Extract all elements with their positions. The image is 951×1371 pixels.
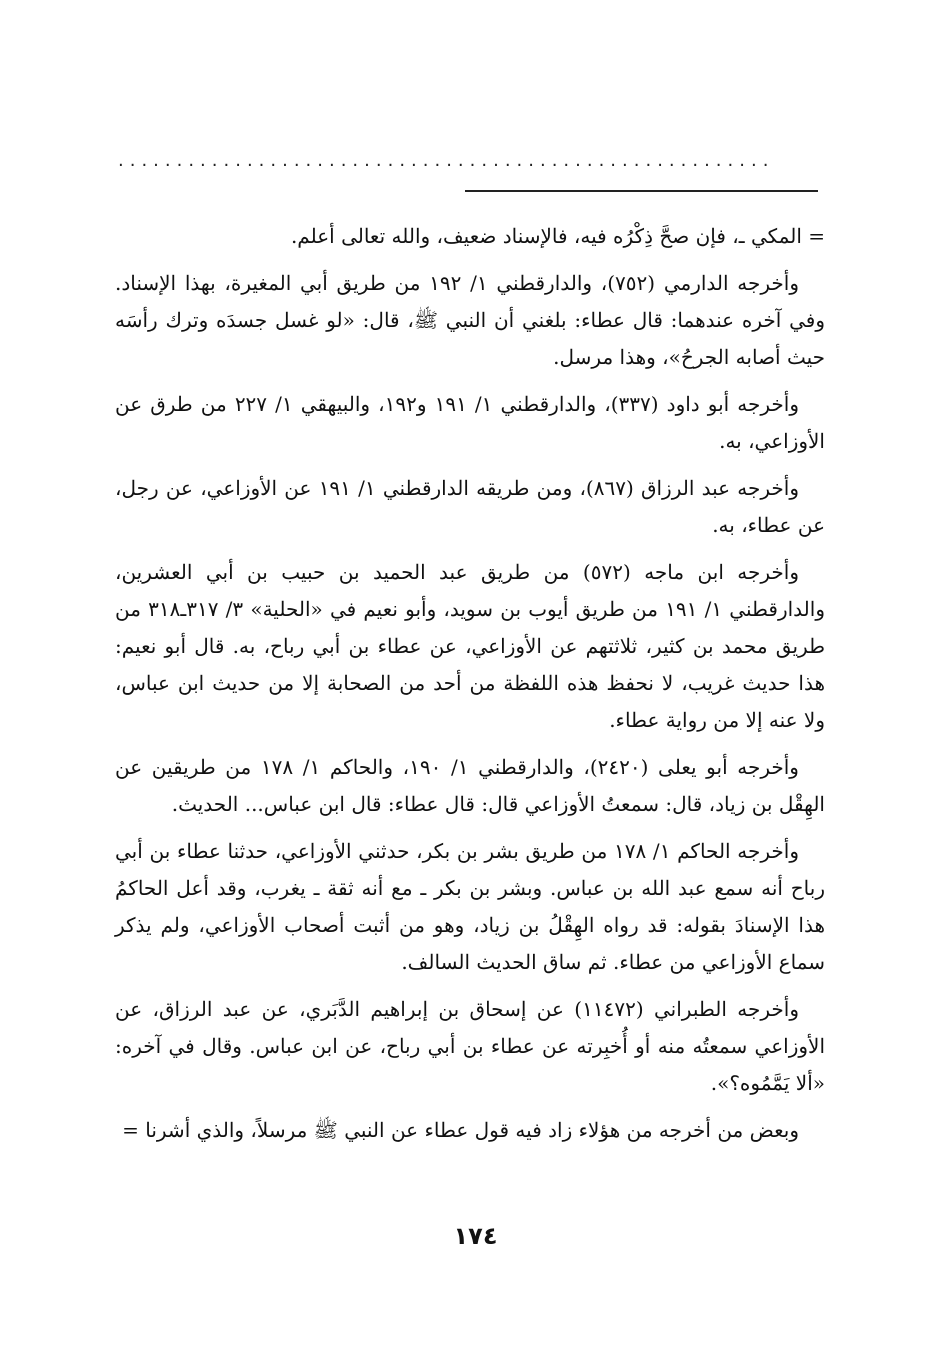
page-number: ١٧٤ <box>453 1222 498 1250</box>
footnote-separator-dots: ........................................................ <box>118 150 775 171</box>
footnote-paragraph: وأخرجه الدارمي (٧٥٢)، والدارقطني ١/ ١٩٢ من طريق أبي المغيرة، بهذا الإسناد. وفي آخره عندهما: قال عطاء: بلغني أن النبي ﷺ، قال: «لو غسل جسدَه وترك رأسَه حيث أصابه الجرحُ»، وهذا مرسل. <box>115 271 825 369</box>
footnote-paragraph: وأخرجه ابن ماجه (٥٧٢) من طريق عبد الحميد بن حبيب بن أبي العشرين، والدارقطني ١/ ١٩١ من طريق أيوب بن سويد، وأبو نعيم في «الحلية» ٣/ ٣١٧ـ٣١٨ من طريق محمد بن كثير، ثلاثتهم عن الأوزاعي، عن عطاء بن أبي رباح، به. قال أبو نعيم: هذا حديث غريب، لا نحفظ هذه اللفظة من أحد من الصحابة إلا من حديث ابن عباس، ولا عنه إلا من رواية عطاء. <box>115 560 825 732</box>
footnote-paragraph: = المكي ـ، فإن صحَّ ذِكْرُه فيه، فالإسناد ضعيف، والله تعالى أعلم. <box>290 224 825 248</box>
footnote-paragraph: وأخرجه الطبراني (١١٤٧٢) عن إسحاق بن إبراهيم الدَّبَري، عن عبد الرزاق، عن الأوزاعي سمعتُه منه أو أُخبِرته عن عطاء بن أبي رباح، عن ابن عباس. وقال في آخره: «ألا يَمَّمُوه؟». <box>115 997 825 1095</box>
footnotes-section <box>115 218 825 1159</box>
footnote-paragraph: وأخرجه أبو يعلى (٢٤٢٠)، والدارقطني ١/ ١٩٠، والحاكم ١/ ١٧٨ من طريقين عن الهِقْل بن زياد، قال: سمعتُ الأوزاعي قال: قال عطاء: قال ابن عباس... الحديث. <box>115 755 825 816</box>
footnote-separator-rule <box>465 190 818 192</box>
footnote-paragraph: وأخرجه أبو داود (٣٣٧)، والدارقطني ١/ ١٩١ و١٩٢، والبيهقي ١/ ٢٢٧ من طرق عن الأوزاعي، به. <box>115 392 825 453</box>
footnote-paragraph: وأخرجه الحاكم ١/ ١٧٨ من طريق بشر بن بكر، حدثني الأوزاعي، حدثنا عطاء بن أبي رباح أنه سمع عبد الله بن عباس. وبشر بن بكر ـ مع أنه ثقة ـ يغرب، وقد أعل الحاكمُ هذا الإسنادَ بقوله: قد رواه الهِقْلُ بن زياد، وهو من أثبت أصحاب الأوزاعي، ولم يذكر سماع الأوزاعي من عطاء. ثم ساق الحديث السالف. <box>115 839 825 974</box>
footnote-paragraph: وبعض من أخرجه من هؤلاء زاد فيه قول عطاء عن النبي ﷺ مرسلاً، والذي أشرنا = <box>122 1118 799 1142</box>
footnote-paragraph: وأخرجه عبد الرزاق (٨٦٧)، ومن طريقه الدارقطني ١/ ١٩١ عن الأوزاعي، عن رجل، عن عطاء، به. <box>115 476 825 537</box>
